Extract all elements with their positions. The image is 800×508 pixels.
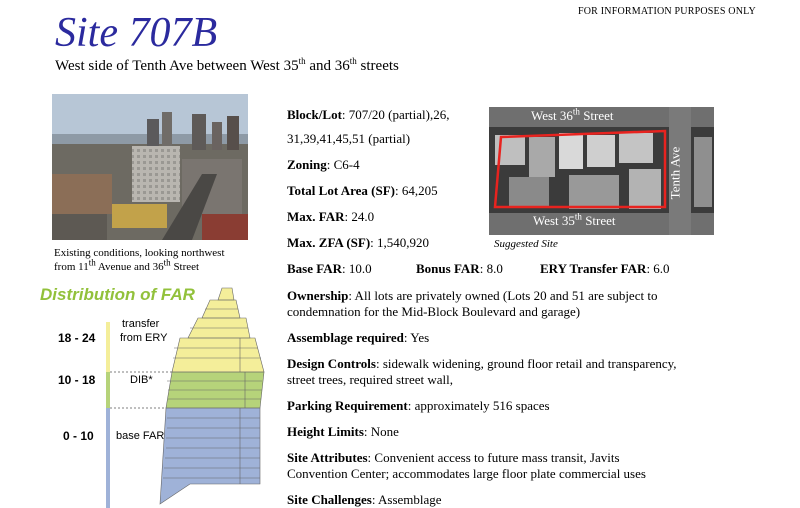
height-limits-value: : None — [363, 424, 399, 439]
max-zfa-row — [287, 235, 429, 251]
subtitle-part: West side of Tenth Ave between West 35 — [55, 58, 299, 74]
existing-conditions-photo — [52, 94, 248, 240]
far-diagram-title: Distribution of FAR — [40, 285, 195, 304]
street-top-label: West 36 — [531, 108, 573, 123]
lot-area-value: : 64,205 — [394, 183, 438, 198]
street-bottom-end: Street — [581, 213, 616, 228]
max-far-value: : 24.0 — [344, 209, 375, 224]
caption-part: Avenue and 36 — [95, 261, 164, 273]
site-challenges-label: Site Challenges — [287, 492, 372, 507]
parking-value: : approximately 516 spaces — [407, 398, 550, 413]
block-lot-row-2: 31,39,41,45,51 (partial) — [287, 131, 411, 146]
block-lot-label: Block/Lot — [287, 107, 342, 122]
site-challenges-row — [287, 492, 442, 508]
tier-bar-base — [106, 408, 110, 508]
photo-caption — [54, 246, 225, 274]
map-avenue-label: Tenth Ave — [667, 146, 683, 200]
tier-bar-transfer — [106, 322, 110, 372]
caption-sup: th — [88, 257, 96, 268]
bonus-far-row — [416, 261, 503, 277]
zoning-value: : C6-4 — [326, 157, 360, 172]
tier-bar-dib — [106, 372, 110, 408]
subtitle-part: streets — [356, 58, 399, 74]
zoning-row — [287, 157, 360, 173]
existing-conditions-illustration — [52, 94, 248, 240]
tier-range-dib: 10 - 18 — [58, 373, 96, 387]
street-bottom-label: West 35 — [533, 213, 575, 228]
base-far-row — [287, 261, 372, 277]
max-zfa-label: Max. ZFA (SF) — [287, 235, 371, 250]
tier-label-transfer-line2: from ERY — [120, 332, 168, 344]
subtitle-sup: th — [349, 56, 357, 66]
height-limits-label: Height Limits — [287, 424, 364, 439]
ery-far-row — [540, 261, 670, 277]
caption-part: Street — [170, 261, 200, 273]
lot-area-label: Total Lot Area (SF) — [287, 183, 395, 198]
parking-label: Parking Requirement — [287, 398, 408, 413]
design-controls-row-2: street trees, required street wall, — [287, 372, 454, 387]
site-challenges-value: : Assemblage — [371, 492, 442, 507]
caption-sup: th — [163, 257, 171, 268]
bonus-far-label: Bonus FAR — [416, 261, 480, 276]
street-top-sup: th — [572, 107, 580, 117]
map-caption: Suggested Site — [494, 238, 558, 250]
base-far-label: Base FAR — [287, 261, 343, 276]
max-zfa-value: : 1,540,920 — [370, 235, 430, 250]
ery-far-value: : 6.0 — [646, 261, 670, 276]
max-far-label: Max. FAR — [287, 209, 345, 224]
bonus-far-value: : 8.0 — [479, 261, 503, 276]
far-distribution-diagram — [40, 278, 280, 508]
design-controls-label: Design Controls — [287, 356, 376, 371]
lot-area-row — [287, 183, 438, 199]
tier-range-base: 0 - 10 — [63, 429, 94, 443]
tier-label-transfer: transfer — [122, 318, 160, 330]
caption-line — [54, 257, 225, 274]
design-controls-value: : sidewalk widening, ground floor retail and transparency, — [375, 356, 677, 371]
tier-label-dib: DIB* — [130, 374, 153, 386]
disclaimer-notice: FOR INFORMATION PURPOSES ONLY — [578, 6, 756, 17]
assemblage-label: Assemblage required — [287, 330, 404, 345]
page-title: Site 707B — [55, 10, 218, 56]
map-street-top — [531, 108, 614, 124]
street-bottom-sup: th — [574, 211, 582, 222]
ownership-row-2: condemnation for the Mid-Block Boulevard and garage) — [287, 304, 581, 319]
ownership-value: : All lots are privately owned (Lots 20 and 51 are subject to — [348, 288, 658, 303]
site-attributes-label: Site Attributes — [287, 450, 368, 465]
caption-part: from 11 — [54, 261, 89, 273]
tier-label-base: base FAR — [116, 430, 165, 442]
street-top-end: Street — [579, 108, 614, 123]
max-far-row — [287, 209, 374, 225]
subtitle-part: and 36 — [305, 58, 350, 74]
tier-range-transfer: 18 - 24 — [58, 331, 96, 345]
subtitle-sup: th — [298, 56, 306, 66]
page-subtitle — [55, 58, 399, 75]
zoning-label: Zoning — [287, 157, 327, 172]
site-attributes-row — [287, 450, 757, 466]
design-controls-row — [287, 356, 757, 372]
assemblage-row — [287, 330, 429, 346]
map-street-bottom — [533, 213, 616, 229]
parking-row — [287, 398, 550, 414]
site-attributes-row-2: Convention Center; accommodates large floor plate commercial uses — [287, 466, 646, 481]
caption-line: Existing conditions, looking northwest — [54, 247, 225, 259]
ownership-label: Ownership — [287, 288, 349, 303]
site-attributes-value: : Convenient access to future mass transit, Javits — [367, 450, 620, 465]
ownership-row — [287, 288, 757, 304]
tower-graphic — [160, 288, 264, 504]
block-lot-value: : 707/20 (partial),26, — [341, 107, 450, 122]
aerial-site-map — [489, 107, 714, 235]
height-limits-row — [287, 424, 399, 440]
block-lot-row — [287, 107, 450, 123]
assemblage-value: : Yes — [403, 330, 430, 345]
base-far-value: : 10.0 — [342, 261, 372, 276]
ery-far-label: ERY Transfer FAR — [540, 261, 647, 276]
